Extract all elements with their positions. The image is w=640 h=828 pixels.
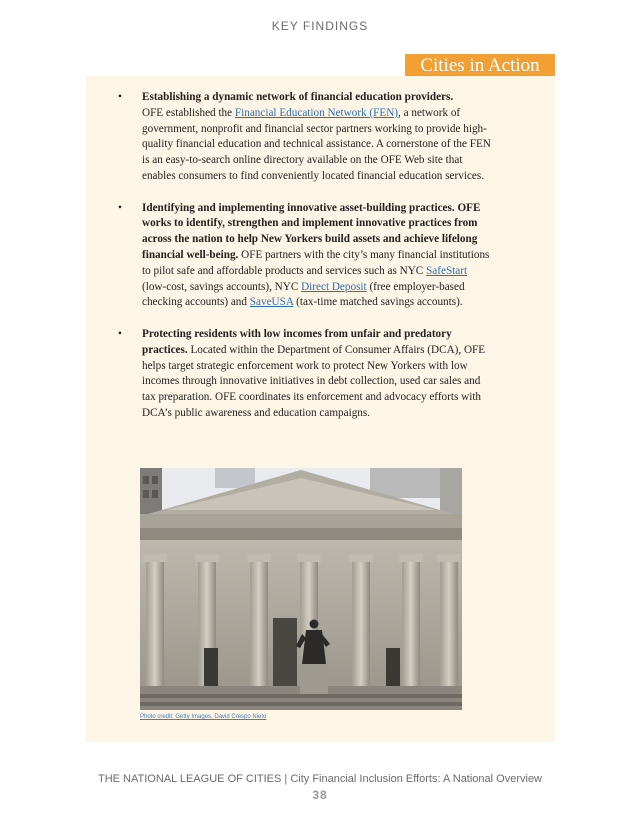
fen-link[interactable]: Financial Education Network (FEN): [234, 106, 399, 119]
list-item: [112, 327, 492, 422]
saveusa-link[interactable]: SaveUSA: [249, 296, 294, 309]
item-text: (free employer-based checking accounts) and: [142, 280, 465, 309]
bullet-icon: •: [118, 91, 122, 103]
bullet-icon: •: [118, 327, 122, 340]
item-text: (low-cost, savings accounts), NYC: [142, 280, 302, 293]
federal-hall-photo: [140, 468, 462, 710]
photo-credit: Photo credit: Getty Images, David Crespo Nieto: [140, 714, 267, 720]
section-header: KEY FINDINGS: [271, 19, 369, 33]
page-number: 38: [312, 788, 328, 802]
item-text: OFE established the: [142, 106, 235, 119]
item-heading: Identifying and implementing innovative asset-building practices. OFE works to identify, strengthen and implement innovative practices from across the nation to help New Yorkers build assets and achieve lifelong financial well-being.: [142, 201, 481, 261]
list-item: [112, 90, 492, 185]
item-text: (tax-time matched savings accounts).: [293, 296, 463, 309]
item-heading: Establishing a dynamic network of financial education providers.: [142, 91, 454, 103]
list-item: [112, 201, 492, 312]
key-findings-list: [112, 90, 492, 438]
footer-text: THE NATIONAL LEAGUE OF CITIES | City Financial Inclusion Efforts: A National Overview: [97, 773, 543, 785]
safestart-link[interactable]: SafeStart: [426, 264, 468, 277]
cities-in-action-tag: Cities in Action: [405, 54, 555, 76]
direct-deposit-link[interactable]: Direct Deposit: [301, 280, 367, 293]
item-heading: Protecting residents with low incomes from unfair and predatory practices.: [142, 327, 452, 356]
bullet-icon: •: [118, 201, 122, 214]
item-text: OFE partners with the city’s many financial institutions to pilot safe and affordable products and services such as NYC: [142, 248, 490, 277]
item-text: , a network of government, nonprofit and financial sector partners working to provide high-quality financial education and technical assistance. A cornerstone of the FEN is an easy-to-search online directory available on the OFE Web site that enables consumers to find conveniently located financial education services.: [142, 106, 491, 182]
item-text: Located within the Department of Consumer Affairs (DCA), OFE helps target strategic enforcement work to protect New Yorkers with low incomes through innovative initiatives in debt collection, used car sales and tax preparation. OFE coordinates its enforcement and advocacy efforts with DCA’s public awareness and education campaigns.: [142, 343, 486, 419]
